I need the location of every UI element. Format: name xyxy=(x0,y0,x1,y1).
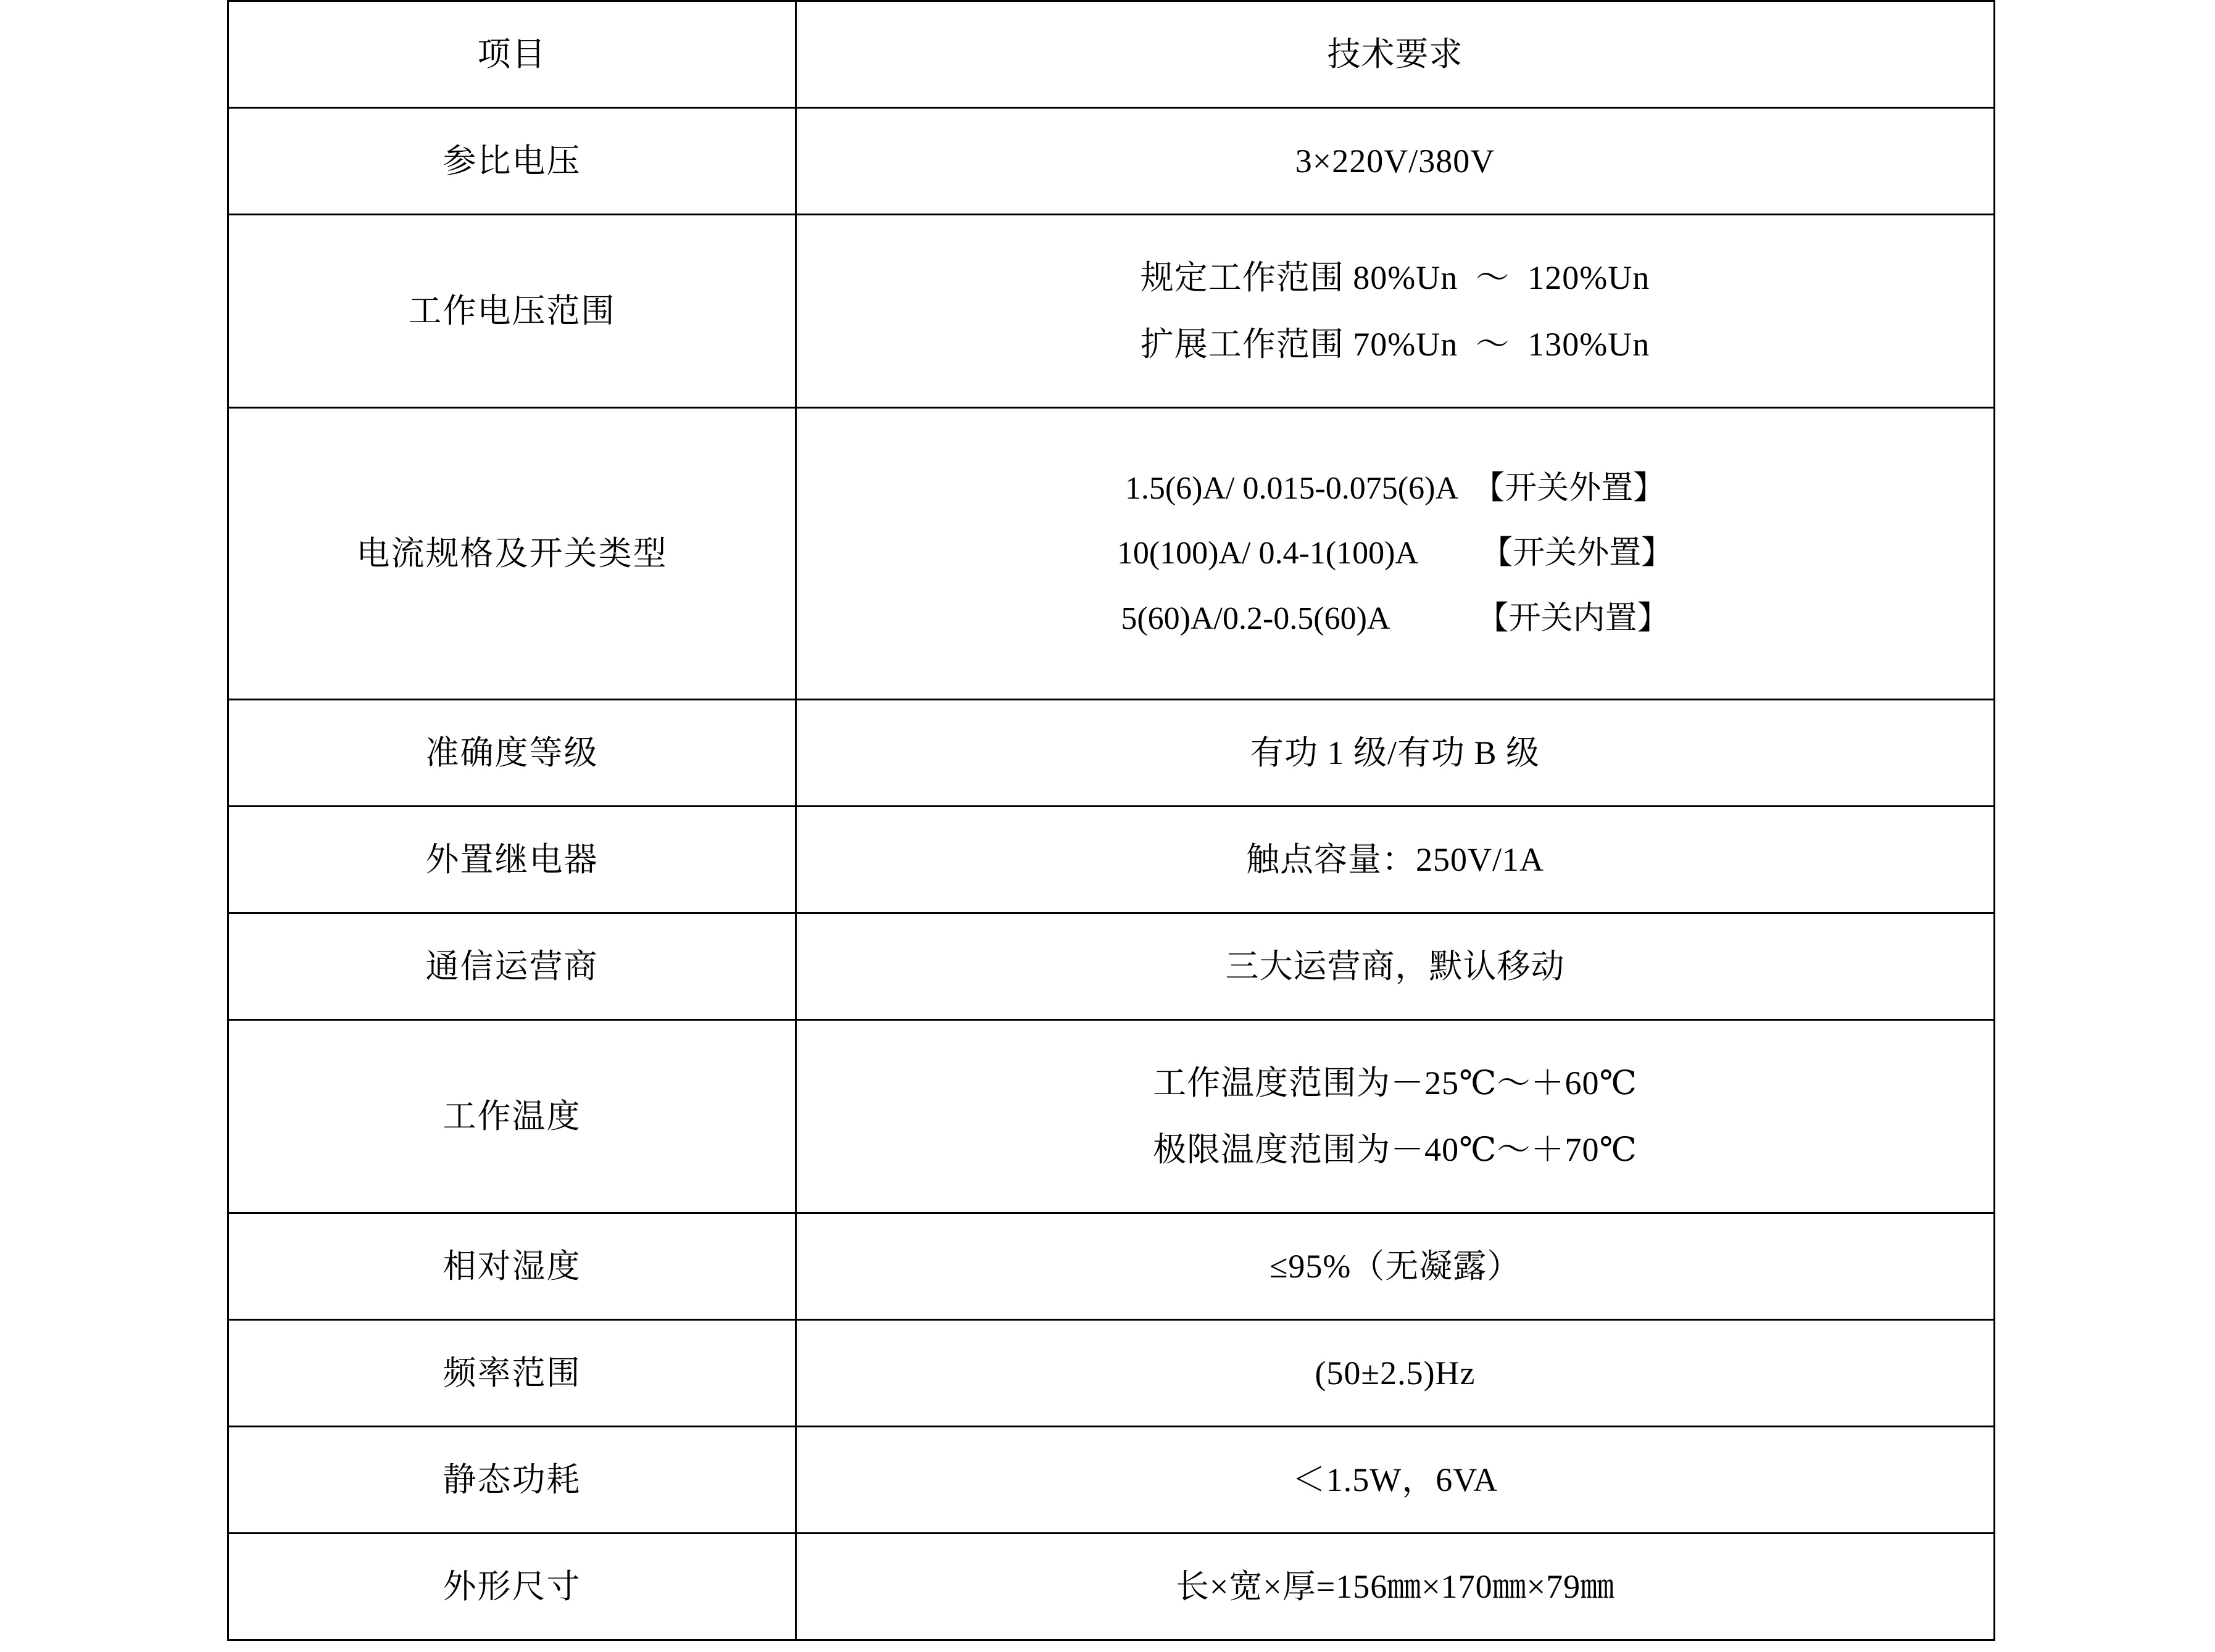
row-value-line: 扩展工作范围 70%Un ～ 130%Un xyxy=(1140,326,1650,363)
row-value: 3×220V/380V xyxy=(796,108,1995,215)
table-row xyxy=(228,1534,1995,1640)
row-value: (50±2.5)Hz xyxy=(796,1320,1995,1427)
row-value-line: 极限温度范围为－40℃～＋70℃ xyxy=(1153,1131,1637,1168)
row-value-line: 5(60)A/0.2-0.5(60)A 【开关内置】 xyxy=(1121,600,1669,636)
row-value: ≤95%（无凝露） xyxy=(796,1213,1995,1320)
table-row xyxy=(228,1320,1995,1427)
row-value-line: 工作温度范围为－25℃～＋60℃ xyxy=(1153,1064,1637,1102)
row-label: 工作温度 xyxy=(228,1020,796,1213)
table-row xyxy=(228,215,1995,408)
row-value xyxy=(796,215,1995,408)
row-label: 工作电压范围 xyxy=(228,215,796,408)
row-label: 外置继电器 xyxy=(228,807,796,913)
row-value xyxy=(796,408,1995,700)
row-value: 三大运营商，默认移动 xyxy=(796,913,1995,1020)
row-label: 通信运营商 xyxy=(228,913,796,1020)
table-row xyxy=(228,700,1995,807)
row-label: 静态功耗 xyxy=(228,1427,796,1534)
row-value-line: 10(100)A/ 0.4-1(100)A 【开关外置】 xyxy=(1116,536,1674,571)
technical-specification-table xyxy=(227,0,1995,1641)
table-row xyxy=(228,913,1995,1020)
row-value: 长×宽×厚=156㎜×170㎜×79㎜ xyxy=(796,1534,1995,1640)
row-label: 电流规格及开关类型 xyxy=(228,408,796,700)
row-value: ＜1.5W，6VA xyxy=(796,1427,1995,1534)
row-value: 有功 1 级/有功 B 级 xyxy=(796,700,1995,807)
table-row xyxy=(228,1020,1995,1213)
table-row xyxy=(228,1427,1995,1534)
column-header-requirement: 技术要求 xyxy=(796,1,1995,108)
column-header-item: 项目 xyxy=(228,1,796,108)
row-label: 相对湿度 xyxy=(228,1213,796,1320)
table-row xyxy=(228,807,1995,913)
row-label: 外形尺寸 xyxy=(228,1534,796,1640)
row-value-line: 1.5(6)A/ 0.015-0.075(6)A 【开关外置】 xyxy=(1124,471,1666,507)
table-header-row xyxy=(228,1,1995,108)
row-value xyxy=(796,1020,1995,1213)
row-label: 准确度等级 xyxy=(228,700,796,807)
row-label: 参比电压 xyxy=(228,108,796,215)
table-row xyxy=(228,408,1995,700)
row-label: 频率范围 xyxy=(228,1320,796,1427)
row-value-line: 规定工作范围 80%Un ～ 120%Un xyxy=(1140,259,1650,296)
table-row xyxy=(228,1213,1995,1320)
table-row xyxy=(228,108,1995,215)
row-value: 触点容量：250V/1A xyxy=(796,807,1995,913)
